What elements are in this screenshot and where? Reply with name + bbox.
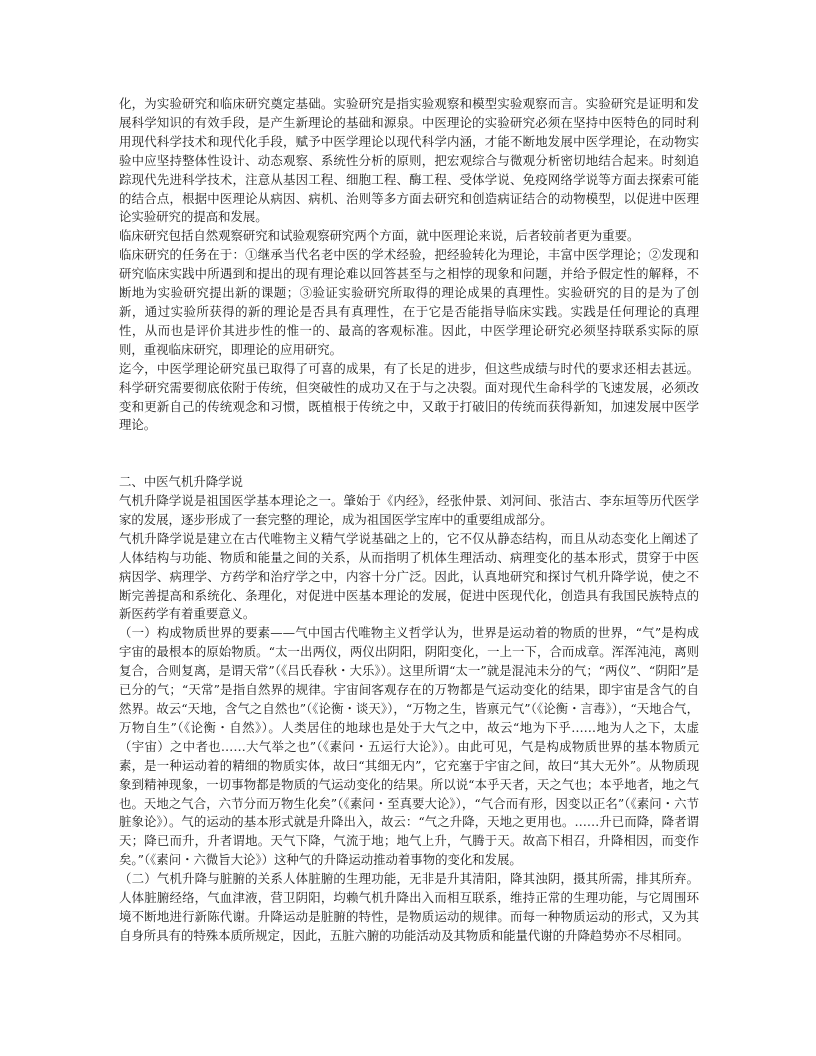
paragraph-theory-basis: 气机升降学说是建立在古代唯物主义精气学说基础之上的，它不仅从静态结构，而且从动态变化上阐述了人体结构与功能、物质和能量之间的关系，从而指明了机体生理活动、病理变化的基本形式，贯穿于中医病因学、病理学、方药学和治疗学之中，内容十分广泛。因此，认真地研究和探讨气机升降学说，使之不断完善提高和系统化、条理化，对促进中医基本理论的发展，促进中医现代化，创造具有我国民族特点的新医药学有着重要意义。 (119, 530, 699, 622)
paragraph-clinical-research-scope: 临床研究包括自然观察研究和试验观察研究两个方面，就中医理论来说，后者较前者更为重要。 (119, 228, 640, 244)
section-spacer (119, 435, 699, 473)
paragraph-experimental-research: 化，为实验研究和临床研究奠定基础。实验研究是指实验观察和模型实验观察而言。实验研究是证明和发展科学知识的有效手段，是产生新理论的基础和源泉。中医理论的实验研究必须在坚持中医特色的同时利用现代科学技术和现代化手段，赋予中医学理论以现代科学内涵，才能不断地发展中医学理论，在动物实验中应坚持整体性设计、动态观察、系统性分析的原则，把宏观综合与微观分析密切地结合起来。时刻追踪现代先进科学技术，注意从基因工程、细胞工程、酶工程、受体学说、免疫网络学说等方面去探索可能的结合点，根据中医理论从病因、病机、治则等多方面去研究和创造病证结合的动物模型，以促进中医理论实验研究的提高和发展。 (119, 96, 699, 225)
section-heading: 二、中医气机升降学说 (119, 474, 243, 490)
document-page (119, 95, 699, 946)
paragraph-clinical-research-tasks: 临床研究的任务在于：①继承当代名老中医的学术经验，把经验转化为理论，丰富中医学理论；②发现和研究临床实践中所遇到和提出的现有理论难以回答甚至与之相悖的现象和问题，并给予假定性的解释，不断地为实验研究提出新的课题；③验证实验研究所取得的理论成果的真理性。实验研究的目的是为了创新，通过实验所获得的新的理论是否具有真理性，在于它是否能指导临床实践。实践是任何理论的真理性，从而也是评价其进步性的惟一的、最高的客观标准。因此，中医学理论研究必须坚持联系实际的原则，重视临床研究，即理论的应用研究。 (119, 247, 699, 357)
paragraph-qi-organs: （二）气机升降与脏腑的关系人体脏腑的生理功能，无非是升其清阳，降其浊阴，摄其所需，排其所弃。人体脏腑经络，气血津液，营卫阴阳，均赖气机升降出入而相互联系，维持正常的生理功能，与它周围环境不断地进行新陈代谢。升降运动是脏腑的特性，是物质运动的规律。而每一种物质运动的形式，又为其自身所具有的特殊本质所规定，因此，五脏六腑的功能活动及其物质和能量代谢的升降趋势亦不尽相同。 (119, 871, 699, 943)
paragraph-qi-element: （一）构成物质世界的要素——气中国古代唯物主义哲学认为，世界是运动着的物质的世界，“气”是构成宇宙的最根本的原始物质。“太一出两仪，两仪出阴阳，阴阳变化，一上一下，合而成章。浑浑沌沌，离则复合，合则复离，是谓天常”（《吕氏春秋・大乐》）。这里所谓“太一”就是混沌未分的气；“两仪”、“阴阳”是已分的气；“天常”是指自然界的规律。宇宙间客观存在的万物都是气运动变化的结果，即宇宙是含气的自然界。故云“天地，含气之自然也”（《论衡・谈天》），“万物之生，皆禀元气”（《论衡・言毒》），“天地合气，万物自生”（《论衡・自然》）。人类居住的地球也是处于大气之中，故云“地为下乎……地为人之下，太虚（宇宙）之中者也……大气举之也”（《素问・五运行大论》）。由此可见，气是构成物质世界的基本物质元素，是一种运动着的精细的物质实体，故曰“其细无内”，它充塞于宇宙之间，故曰“其大无外”。从物质现象到精神现象，一切事物都是物质的气运动变化的结果。所以说“本乎天者，天之气也；本乎地者，地之气也。天地之气合，六节分而万物生化矣”（《素问・至真要大论》），“气合而有形，因变以正名”（《素问・六节脏象论》）。气的运动的基本形式就是升降出入，故云：“气之升降，天地之更用也。……升已而降，降者谓天；降已而升，升者谓地。天气下降，气流于地；地气上升，气腾于天。故高下相召，升降相因，而变作矣。”（《素问・六微旨大论》）这种气的升降运动推动着事物的变化和发展。 (119, 625, 699, 868)
paragraph-theory-origin: 气机升降学说是祖国医学基本理论之一。肇始于《内经》，经张仲景、刘河间、张洁古、李东垣等历代医学家的发展，逐步形成了一套完整的理论，成为祖国医学宝库中的重要组成部分。 (119, 493, 699, 527)
paragraph-current-status: 迄今，中医学理论研究虽已取得了可喜的成果，有了长足的进步，但这些成绩与时代的要求还相去甚远。科学研究需要彻底依附于传统，但突破性的成功又在于与之决裂。面对现代生命科学的飞速发展，必须改变和更新自己的传统观念和习惯，既植根于传统之中，又敢于打破旧的传统而获得新知，加速发展中医学理论。 (119, 360, 699, 433)
